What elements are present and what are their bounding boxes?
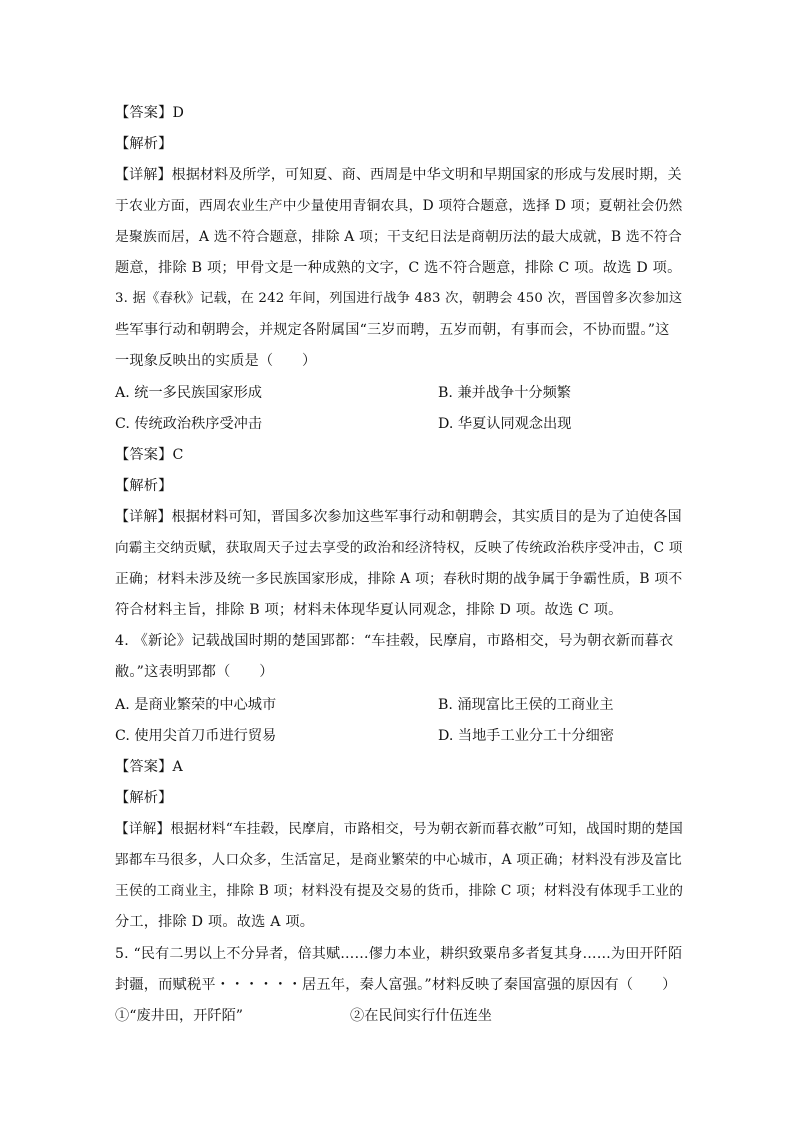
question-3-line1: 3. 据《春秋》记载，在 242 年间，列国进行战争 483 次，朝聘会 450 次，晋国曾多次参加这	[115, 291, 683, 306]
question-4-option-b: B. 涌现富比王侯的工商业主	[438, 697, 614, 713]
question-3-line3: 一现象反映出的实质是（ ）	[115, 353, 317, 369]
explanation-q3-line4: 符合材料主旨，排除 B 项；材料未体现华夏认同观念，排除 D 项。故选 C 项。	[115, 602, 623, 618]
answer-q4: 【答案】A	[115, 759, 183, 775]
question-3-option-d: D. 华夏认同观念出现	[438, 416, 572, 432]
explanation-q4-line2: 郢都车马很多，人口众多，生活富足，是商业繁荣的中心城市，A 项正确；材料没有涉及富比	[115, 852, 682, 868]
question-5-statement-2: ②在民间实行什伍连坐	[350, 1008, 492, 1024]
explanation-q2-line1: 【详解】根据材料及所学，可知夏、商、西周是中华文明和早期国家的形成与发展时期，关	[115, 167, 682, 183]
question-3-line2: 些军事行动和朝聘会，并规定各附属国“三岁而聘，五岁而朝，有事而会，不协而盟。”这	[115, 322, 670, 338]
explanation-q3-line1: 【详解】根据材料可知，晋国多次参加这些军事行动和朝聘会，其实质目的是为了迫使各国	[115, 509, 682, 525]
question-4-line2: 敝。”这表明郢都（ ）	[115, 664, 274, 680]
question-5-line2: 封疆，而赋税平・・・・・・居五年，秦人富强。”材料反映了秦国富强的原因有（ ）	[115, 977, 677, 993]
question-3-option-c: C. 传统政治秩序受冲击	[115, 416, 263, 432]
explanation-q3-line2: 向霸主交纳贡赋，获取周天子过去享受的政治和经济特权，反映了传统政治秩序受冲击，C 项	[115, 540, 683, 556]
explanation-q3-line3: 正确；材料未涉及统一多民族国家形成，排除 A 项；春秋时期的战争属于争霸性质，B 项不	[115, 571, 683, 587]
answer-q3: 【答案】C	[115, 447, 184, 463]
question-5-line1: 5. “民有二男以上不分异者，倍其赋……僇力本业，耕织致粟帛多者复其身……为田开阡陌	[115, 946, 683, 962]
analysis-heading-q4: 【解析】	[115, 790, 173, 806]
explanation-q2-line3: 是聚族而居，A 选不符合题意，排除 A 项；干支纪日法是商朝历法的最大成就，B 选不符合	[115, 229, 682, 245]
question-3-option-b: B. 兼并战争十分频繁	[438, 385, 571, 401]
question-3-option-a: A. 统一多民族国家形成	[115, 385, 262, 401]
explanation-q2-line2: 于农业方面，西周农业生产中少量使用青铜农具，D 项符合题意，选择 D 项；夏朝社会仍然	[115, 198, 683, 214]
explanation-q4-line3: 王侯的工商业主，排除 B 项；材料没有提及交易的货币，排除 C 项；材料没有体现手工业的	[115, 883, 684, 899]
explanation-q4-line1: 【详解】根据材料“车挂毂，民摩肩，市路相交，号为朝衣新而暮衣敝”可知，战国时期的楚国	[115, 821, 683, 837]
question-4-option-c: C. 使用尖首刀币进行贸易	[115, 728, 277, 744]
answer-q2: 【答案】D	[115, 105, 185, 121]
analysis-heading-q3: 【解析】	[115, 478, 173, 494]
explanation-q2-line4: 题意，排除 B 项；甲骨文是一种成熟的文字，C 选不符合题意，排除 C 项。故选 D 项。	[115, 260, 682, 276]
question-4-option-d: D. 当地手工业分工十分细密	[438, 728, 614, 744]
analysis-heading-q2: 【解析】	[115, 136, 173, 152]
question-5-statement-1: ①“废井田，开阡陌”	[115, 1008, 244, 1024]
question-4-line1: 4. 《新论》记载战国时期的楚国郢都：“车挂毂，民摩肩，市路相交，号为朝衣新而暮衣	[115, 633, 674, 649]
explanation-q4-line4: 分工，排除 D 项。故选 A 项。	[115, 914, 315, 930]
question-4-option-a: A. 是商业繁荣的中心城市	[115, 697, 277, 713]
